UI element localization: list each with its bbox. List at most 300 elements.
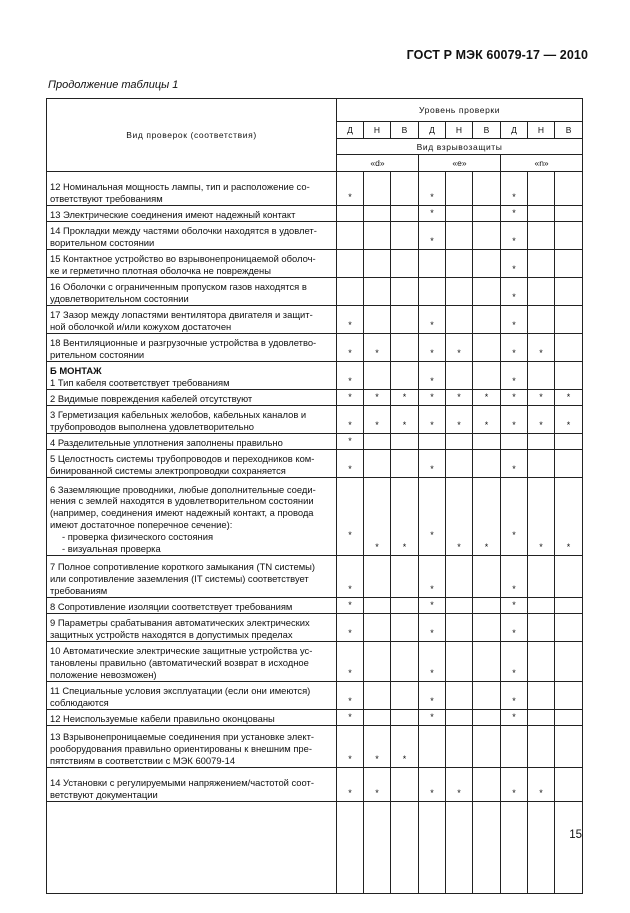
level-mark-cell: [501, 406, 528, 434]
asterisk-mark: [555, 264, 582, 276]
asterisk-mark: *: [566, 420, 571, 431]
level-mark-cell: [364, 450, 391, 478]
level-mark-cell: [364, 306, 391, 334]
asterisk-mark: *: [512, 264, 516, 275]
asterisk-mark: [555, 628, 582, 640]
asterisk-mark: [555, 236, 582, 248]
level-mark-cell: [446, 250, 473, 278]
asterisk-mark: *: [457, 420, 461, 431]
level-mark-cell: [337, 642, 364, 682]
level-mark-cell: [446, 802, 473, 894]
check-description: [47, 642, 337, 682]
description-line: имеют достаточное поперечное сечение):: [50, 519, 233, 531]
asterisk-mark: [473, 264, 500, 276]
level-mark-cell: [419, 406, 446, 434]
asterisk-mark: *: [348, 696, 352, 707]
asterisk-mark: [391, 880, 418, 892]
level-mark-cell: [391, 726, 419, 768]
level-mark-cell: [473, 172, 501, 206]
asterisk-mark: *: [512, 348, 516, 359]
asterisk-mark: [555, 754, 582, 766]
asterisk-mark: [446, 584, 472, 596]
asterisk-mark: *: [539, 420, 543, 431]
level-mark-cell: [337, 334, 364, 362]
description-line: 18 Вентиляционные и разгрузочные устройства в удовлетво-: [50, 337, 317, 349]
asterisk-mark: [364, 668, 390, 680]
level-mark-cell: [419, 222, 446, 250]
level-mark-cell: [528, 802, 555, 894]
level-mark-cell: [337, 362, 364, 390]
level-mark-cell: [555, 390, 583, 406]
asterisk-mark: *: [375, 392, 379, 403]
asterisk-mark: *: [512, 668, 516, 679]
table-row: [47, 206, 583, 222]
asterisk-mark: *: [348, 376, 352, 387]
asterisk-mark: *: [430, 600, 434, 611]
asterisk-mark: [555, 788, 582, 800]
asterisk-mark: [446, 712, 472, 724]
asterisk-mark: [501, 436, 527, 448]
asterisk-mark: [528, 376, 554, 388]
level-mark-cell: [419, 362, 446, 390]
level-mark-cell: [364, 642, 391, 682]
level-mark-cell: [555, 306, 583, 334]
level-mark-cell: [337, 768, 364, 802]
check-description: [47, 362, 337, 390]
asterisk-mark: [473, 464, 500, 476]
level-mark-cell: [364, 434, 391, 450]
asterisk-mark: [501, 754, 527, 766]
level-mark-cell: [337, 250, 364, 278]
asterisk-mark: [391, 348, 418, 360]
description-line: 11 Специальные условия эксплуатации (если они имеются): [50, 685, 311, 697]
level-mark-cell: [364, 362, 391, 390]
protection-type-cell: «d»: [337, 155, 419, 172]
level-mark-cell: [473, 306, 501, 334]
asterisk-mark: [555, 436, 582, 448]
description-line: пятствиям в соответствии с МЭК 60079-14: [50, 755, 236, 767]
level-mark-cell: [364, 250, 391, 278]
level-mark-cell: [501, 390, 528, 406]
asterisk-mark: *: [512, 696, 516, 707]
level-mark-cell: [528, 390, 555, 406]
asterisk-mark: [473, 754, 500, 766]
level-mark-cell: [446, 222, 473, 250]
level-mark-cell: [337, 726, 364, 768]
description-line: 4 Разделительные уплотнения заполнены правильно: [50, 437, 283, 449]
level-mark-cell: [528, 306, 555, 334]
asterisk-mark: [473, 668, 500, 680]
table-row: [47, 802, 583, 894]
level-mark-cell: [555, 478, 583, 556]
level-mark-cell: [528, 406, 555, 434]
asterisk-mark: *: [348, 600, 352, 611]
asterisk-mark: [419, 542, 445, 554]
table-row: [47, 478, 583, 556]
asterisk-mark: *: [402, 420, 407, 431]
asterisk-mark: [555, 292, 582, 304]
asterisk-mark: [391, 788, 418, 800]
level-mark-cell: [337, 172, 364, 206]
level-mark-cell: [473, 406, 501, 434]
level-mark-cell: [419, 802, 446, 894]
asterisk-mark: *: [512, 236, 516, 247]
protection-type-cell: «e»: [419, 155, 501, 172]
check-description: [47, 306, 337, 334]
asterisk-mark: *: [512, 392, 516, 403]
asterisk-mark: [473, 348, 500, 360]
check-description: [47, 406, 337, 434]
level-mark-cell: [555, 802, 583, 894]
asterisk-mark: *: [375, 542, 379, 553]
level-mark-cell: [391, 614, 419, 642]
level-mark-cell: [364, 278, 391, 306]
level-mark-cell: [501, 682, 528, 710]
level-mark-cell: [473, 362, 501, 390]
asterisk-mark: *: [512, 208, 516, 219]
asterisk-mark: [446, 264, 472, 276]
asterisk-mark: [473, 880, 500, 892]
level-mark-cell: [391, 222, 419, 250]
level-mark-cell: [391, 556, 419, 598]
description-line: 12 Неиспользуемые кабели правильно оконцованы: [50, 713, 275, 725]
asterisk-mark: *: [402, 392, 407, 403]
level-mark-cell: [555, 450, 583, 478]
table-row: [47, 172, 583, 206]
level-mark-cell: [391, 250, 419, 278]
level-mark-cell: [337, 802, 364, 894]
level-mark-cell: [446, 172, 473, 206]
level-mark-cell: [473, 250, 501, 278]
level-mark-cell: [364, 556, 391, 598]
level-mark-cell: [364, 406, 391, 434]
asterisk-mark: *: [402, 542, 407, 553]
asterisk-mark: [555, 208, 582, 220]
asterisk-mark: [391, 584, 418, 596]
level-mark-cell: [391, 642, 419, 682]
description-line: ворительном состоянии: [50, 237, 155, 249]
asterisk-mark: [364, 236, 390, 248]
level-cell: В: [391, 122, 419, 139]
level-mark-cell: [501, 206, 528, 222]
level-mark-cell: [364, 172, 391, 206]
asterisk-mark: *: [430, 530, 434, 541]
table-row: [47, 278, 583, 306]
asterisk-mark: *: [512, 628, 516, 639]
level-mark-cell: [391, 768, 419, 802]
level-mark-cell: [528, 250, 555, 278]
asterisk-mark: [555, 376, 582, 388]
level-mark-cell: [501, 450, 528, 478]
description-line: или сопротивление заземления (IT системы) соответствует: [50, 573, 309, 585]
level-mark-cell: [555, 682, 583, 710]
level-mark-cell: [419, 390, 446, 406]
level-mark-cell: [473, 390, 501, 406]
description-line: ной оболочкой и/или кожухом достаточен: [50, 321, 232, 333]
asterisk-mark: [391, 464, 418, 476]
level-mark-cell: [528, 556, 555, 598]
table-row: [47, 450, 583, 478]
asterisk-mark: *: [430, 788, 434, 799]
level-mark-cell: [501, 710, 528, 726]
table-row: [47, 362, 583, 390]
asterisk-mark: [391, 600, 418, 612]
level-mark-cell: [473, 710, 501, 726]
asterisk-mark: *: [375, 420, 379, 431]
level-mark-cell: [364, 614, 391, 642]
level-mark-cell: [391, 450, 419, 478]
level-mark-cell: [473, 598, 501, 614]
level-cell: Д: [337, 122, 364, 139]
asterisk-mark: [446, 436, 472, 448]
asterisk-mark: *: [375, 348, 379, 359]
level-mark-cell: [364, 478, 391, 556]
asterisk-mark: *: [348, 584, 352, 595]
asterisk-mark: *: [539, 788, 543, 799]
inspection-table: [46, 98, 583, 894]
level-mark-cell: [501, 306, 528, 334]
level-mark-cell: [391, 172, 419, 206]
asterisk-mark: *: [348, 668, 352, 679]
asterisk-mark: *: [430, 712, 434, 723]
asterisk-mark: [364, 584, 390, 596]
level-mark-cell: [337, 206, 364, 222]
level-mark-cell: [419, 206, 446, 222]
asterisk-mark: [555, 584, 582, 596]
description-line: соблюдаются: [50, 697, 109, 709]
asterisk-mark: [391, 264, 418, 276]
description-line: положение невозможен): [50, 669, 157, 681]
asterisk-mark: [446, 668, 472, 680]
asterisk-mark: [364, 264, 390, 276]
asterisk-mark: *: [539, 392, 543, 403]
level-mark-cell: [391, 334, 419, 362]
asterisk-mark: [528, 320, 554, 332]
asterisk-mark: *: [430, 628, 434, 639]
asterisk-mark: [501, 542, 527, 554]
level-mark-cell: [391, 362, 419, 390]
asterisk-mark: *: [539, 348, 543, 359]
level-mark-cell: [528, 206, 555, 222]
asterisk-mark: [391, 376, 418, 388]
description-line: защитных устройств находятся в допустимых пределах: [50, 629, 293, 641]
description-line: 2 Видимые повреждения кабелей отсутствуют: [50, 393, 253, 405]
table-row: [47, 306, 583, 334]
table-row: [47, 642, 583, 682]
asterisk-mark: [446, 208, 472, 220]
level-mark-cell: [528, 726, 555, 768]
description-line: 14 Установки с регулируемыми напряжением/частотой соот-: [50, 777, 314, 789]
description-line: трубопроводов выполнена удовлетворительно: [50, 421, 254, 433]
asterisk-mark: [528, 208, 554, 220]
asterisk-mark: [391, 668, 418, 680]
level-mark-cell: [419, 726, 446, 768]
asterisk-mark: *: [566, 542, 571, 553]
asterisk-mark: *: [402, 754, 407, 765]
table-row: [47, 390, 583, 406]
level-mark-cell: [501, 642, 528, 682]
description-line: рительном состоянии: [50, 349, 145, 361]
description-line: 16 Оболочки с ограниченным пропуском газов находятся в: [50, 281, 307, 293]
level-mark-cell: [391, 434, 419, 450]
level-mark-cell: [419, 434, 446, 450]
asterisk-mark: *: [430, 696, 434, 707]
level-mark-cell: [446, 478, 473, 556]
asterisk-mark: [555, 464, 582, 476]
level-cell: Н: [528, 122, 555, 139]
asterisk-mark: [473, 192, 500, 204]
level-mark-cell: [364, 390, 391, 406]
description-line: нения с землей находятся в удовлетворительном состоянии: [50, 495, 314, 507]
level-mark-cell: [528, 598, 555, 614]
level-mark-cell: [364, 710, 391, 726]
asterisk-mark: *: [512, 320, 516, 331]
asterisk-mark: *: [430, 236, 434, 247]
asterisk-mark: [391, 208, 418, 220]
level-mark-cell: [364, 682, 391, 710]
asterisk-mark: *: [430, 208, 434, 219]
protection-type-cell: «n»: [501, 155, 583, 172]
level-mark-cell: [555, 222, 583, 250]
asterisk-mark: [473, 236, 500, 248]
description-line: 7 Полное сопротивление короткого замыкания (TN системы): [50, 561, 316, 573]
level-mark-cell: [364, 206, 391, 222]
asterisk-mark: *: [348, 788, 352, 799]
asterisk-mark: [528, 600, 554, 612]
level-mark-cell: [446, 710, 473, 726]
asterisk-mark: *: [348, 436, 352, 447]
level-mark-cell: [555, 250, 583, 278]
asterisk-mark: [446, 464, 472, 476]
description-line: 5 Целостность системы трубопроводов и переходников ком-: [50, 453, 315, 465]
asterisk-mark: [473, 628, 500, 640]
asterisk-mark: *: [430, 376, 434, 387]
level-mark-cell: [501, 434, 528, 450]
asterisk-mark: [528, 436, 554, 448]
asterisk-mark: [337, 880, 363, 892]
asterisk-mark: [419, 264, 445, 276]
asterisk-mark: [473, 788, 500, 800]
level-mark-cell: [528, 450, 555, 478]
asterisk-mark: [528, 628, 554, 640]
asterisk-mark: [555, 320, 582, 332]
level-mark-cell: [555, 206, 583, 222]
asterisk-mark: [555, 348, 582, 360]
check-description: [47, 802, 337, 894]
column-header-check-type: Вид проверок (соответствия): [47, 99, 337, 172]
asterisk-mark: *: [484, 392, 489, 403]
asterisk-mark: [446, 320, 472, 332]
level-mark-cell: [501, 250, 528, 278]
level-mark-cell: [555, 598, 583, 614]
level-mark-cell: [555, 768, 583, 802]
description-line: 17 Зазор между лопастями вентилятора двигателя и защит-: [50, 309, 313, 321]
level-mark-cell: [419, 172, 446, 206]
level-mark-cell: [337, 556, 364, 598]
asterisk-mark: [528, 264, 554, 276]
asterisk-mark: *: [512, 712, 516, 723]
level-mark-cell: [337, 478, 364, 556]
level-mark-cell: [446, 362, 473, 390]
level-mark-cell: [419, 306, 446, 334]
asterisk-mark: *: [457, 392, 461, 403]
level-mark-cell: [501, 802, 528, 894]
check-description: [47, 334, 337, 362]
table-row: [47, 434, 583, 450]
asterisk-mark: [528, 668, 554, 680]
asterisk-mark: [337, 292, 363, 304]
level-mark-cell: [446, 598, 473, 614]
description-line: бинированной системы электропроводки сохраняется: [50, 465, 286, 477]
level-mark-cell: [446, 390, 473, 406]
asterisk-mark: *: [348, 392, 352, 403]
asterisk-mark: *: [348, 530, 352, 541]
check-description: [47, 278, 337, 306]
asterisk-mark: [364, 600, 390, 612]
level-mark-cell: [473, 768, 501, 802]
level-mark-cell: [419, 278, 446, 306]
check-description: [47, 250, 337, 278]
asterisk-mark: [528, 192, 554, 204]
asterisk-mark: *: [430, 420, 434, 431]
description-line: 9 Параметры срабатывания автоматических электрических: [50, 617, 310, 629]
level-mark-cell: [391, 278, 419, 306]
description-line: 15 Контактное устройство во взрывонепроницаемой оболоч-: [50, 253, 316, 265]
asterisk-mark: [364, 880, 390, 892]
description-line: - визуальная проверка: [62, 543, 161, 555]
level-mark-cell: [528, 682, 555, 710]
asterisk-mark: *: [430, 584, 434, 595]
asterisk-mark: [473, 600, 500, 612]
asterisk-mark: [473, 292, 500, 304]
level-mark-cell: [555, 710, 583, 726]
level-cell: Н: [364, 122, 391, 139]
level-mark-cell: [391, 406, 419, 434]
level-mark-cell: [473, 450, 501, 478]
description-line: тановлены правильно (автоматический возврат в исходное: [50, 657, 309, 669]
level-mark-cell: [501, 556, 528, 598]
level-mark-cell: [446, 406, 473, 434]
page-number: 15: [569, 829, 582, 841]
level-mark-cell: [337, 450, 364, 478]
level-mark-cell: [364, 334, 391, 362]
asterisk-mark: [446, 292, 472, 304]
check-description: [47, 598, 337, 614]
level-mark-cell: [391, 306, 419, 334]
description-line: 12 Номинальная мощность лампы, тип и расположение со-: [50, 181, 310, 193]
asterisk-mark: [473, 320, 500, 332]
asterisk-mark: [446, 754, 472, 766]
asterisk-mark: [473, 530, 500, 542]
asterisk-mark: [419, 754, 445, 766]
level-mark-cell: [419, 768, 446, 802]
level-mark-cell: [337, 390, 364, 406]
level-cell: В: [473, 122, 501, 139]
check-description: [47, 450, 337, 478]
asterisk-mark: *: [512, 600, 516, 611]
check-description: [47, 390, 337, 406]
level-mark-cell: [555, 334, 583, 362]
asterisk-mark: [555, 530, 582, 542]
level-mark-cell: [446, 642, 473, 682]
asterisk-mark: [364, 436, 390, 448]
level-mark-cell: [473, 802, 501, 894]
level-mark-cell: [473, 206, 501, 222]
table-row: [47, 614, 583, 642]
asterisk-mark: [555, 880, 582, 892]
level-mark-cell: [473, 614, 501, 642]
asterisk-mark: [419, 292, 445, 304]
